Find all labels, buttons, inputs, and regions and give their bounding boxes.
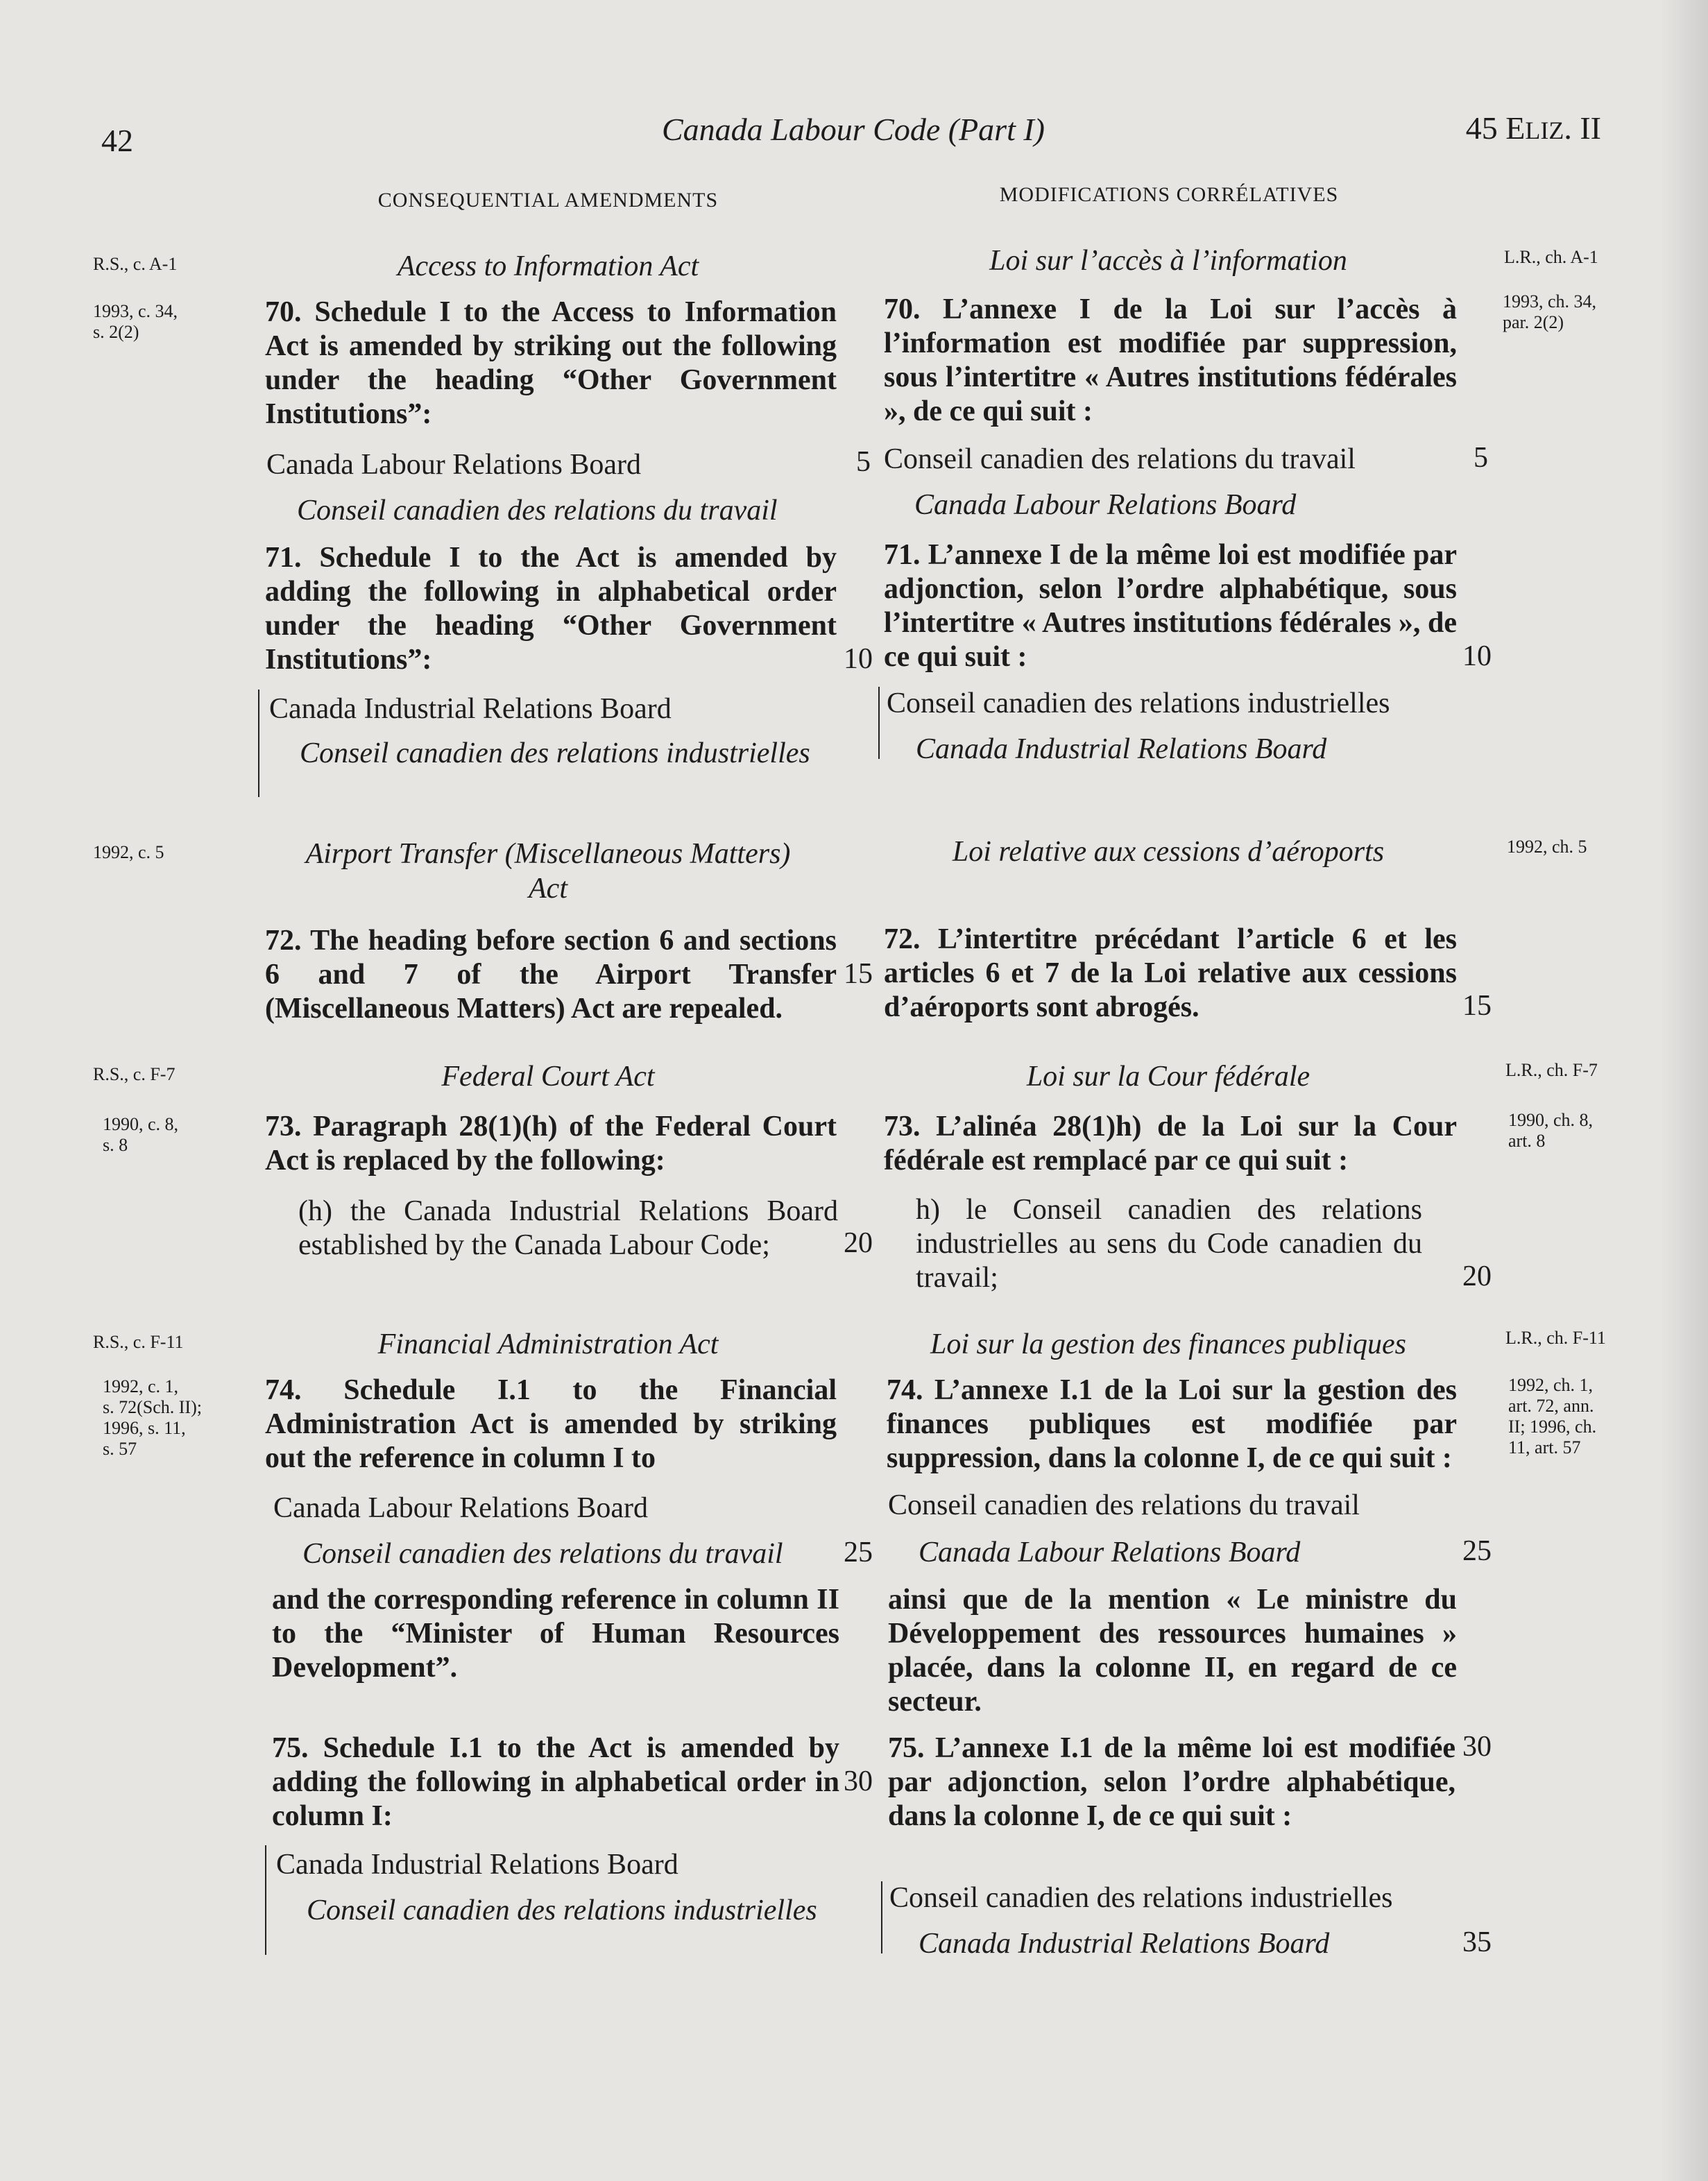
schedule-item-translation: Conseil canadien des relations industrielles <box>300 737 810 769</box>
section-text: 75. L’annexe I.1 de la même loi est modifiée par adjonction, selon l’ordre alphabétique, dans la colonne I, de ce qui suit : <box>888 1732 1455 1832</box>
section-text: 73. Paragraph 28(1)(h) of the Federal Court Act is replaced by the following: <box>265 1111 837 1177</box>
section-text: 72. L’intertitre précédant l’article 6 et les articles 6 et 7 de la Loi relative aux cessions d’aéroports sont abrogés. <box>884 923 1457 1023</box>
section-text: 74. Schedule I.1 to the Financial Administration Act is amended by striking out the reference in column I to <box>265 1374 837 1474</box>
margin-note: R.S., c. A-1 <box>93 254 178 274</box>
line-number: 30 <box>844 1765 873 1797</box>
section-text: 71. Schedule I to the Act is amended by adding the following in alphabetical order under the heading “Other Government Institutions”: <box>265 542 837 676</box>
french-heading: MODIFICATIONS CORRÉLATIVES <box>999 183 1339 206</box>
running-title: Canada Labour Code (Part I) <box>662 112 1045 147</box>
schedule-item: Conseil canadien des relations du travail <box>884 443 1356 475</box>
act-title: Loi sur la Cour fédérale <box>1026 1061 1310 1093</box>
act-title: Airport Transfer (Miscellaneous Matters) Act <box>305 838 791 905</box>
schedule-item-translation: Conseil canadien des relations industrielles <box>307 1895 817 1926</box>
insertion-bar <box>878 687 1455 765</box>
insertion-bar <box>881 1881 1458 1960</box>
section-text: 71. L’annexe I de la même loi est modifiée par adjonction, selon l’ordre alphabétique, sous l’intertitre « Autres institutions fédérales », de ce qui suit : <box>884 539 1457 673</box>
page-number: 42 <box>101 123 133 158</box>
act-title: Loi sur la gestion des finances publiques <box>930 1328 1406 1360</box>
english-heading: CONSEQUENTIAL AMENDMENTS <box>377 189 719 212</box>
act-title: Access to Information Act <box>397 250 699 282</box>
margin-note: 1992, ch. 1, art. 72, ann. II; 1996, ch. 11, art. 57 <box>1508 1375 1597 1457</box>
line-number: 10 <box>844 643 873 675</box>
margin-note: R.S., c. F-7 <box>93 1064 176 1084</box>
schedule-item-translation: Canada Labour Relations Board <box>914 489 1297 521</box>
line-number: 5 <box>856 446 871 478</box>
schedule-item-translation: Canada Labour Relations Board <box>919 1537 1301 1568</box>
margin-note: L.R., ch. F-11 <box>1505 1328 1606 1348</box>
paragraph-h: h) le Conseil canadien des relations industrielles au sens du Code canadien du travail; <box>916 1194 1422 1294</box>
line-number: 5 <box>1474 442 1488 474</box>
margin-note: 1993, ch. 34, par. 2(2) <box>1503 291 1597 332</box>
line-number: 25 <box>844 1537 873 1568</box>
section-text: 75. Schedule I.1 to the Act is amended by adding the following in alphabetical order in column I: <box>272 1732 839 1832</box>
insertion-bar <box>258 690 841 797</box>
margin-note: 1992, c. 1, s. 72(Sch. II); 1996, s. 11, s. 57 <box>103 1376 202 1459</box>
line-number: 15 <box>1462 990 1492 1022</box>
margin-note: R.S., c. F-11 <box>93 1332 184 1352</box>
line-number: 35 <box>1462 1926 1492 1958</box>
margin-note: L.R., ch. F-7 <box>1505 1060 1598 1080</box>
line-number: 20 <box>844 1227 873 1259</box>
section-text: ainsi que de la mention « Le ministre du Développement des ressources humaines » placée, dans la colonne II, en regard de ce secteur. <box>888 1584 1457 1718</box>
insertion-bar <box>265 1845 841 1955</box>
line-number: 10 <box>1462 640 1492 672</box>
section-text: 72. The heading before section 6 and sections 6 and 7 of the Airport Transfer (Miscellaneous Matters) Act are repealed. <box>265 925 837 1025</box>
section-text: 70. L’annexe I de la Loi sur l’accès à l’information est modifiée par suppression, sous l’intertitre « Autres institutions fédérales », de ce qui suit : <box>884 293 1457 427</box>
line-number: 25 <box>1462 1535 1492 1567</box>
schedule-item: Conseil canadien des relations industrielles <box>887 687 1390 719</box>
schedule-item: Canada Labour Relations Board <box>266 449 642 481</box>
margin-note: 1993, c. 34, s. 2(2) <box>93 301 178 342</box>
section-text: 74. L’annexe I.1 de la Loi sur la gestion des finances publiques est modifiée par suppression, dans la colonne I, de ce qui suit : <box>887 1374 1457 1474</box>
margin-note: 1990, c. 8, s. 8 <box>103 1114 179 1155</box>
act-title: Loi relative aux cessions d’aéroports <box>952 836 1385 868</box>
schedule-item: Conseil canadien des relations industrielles <box>889 1882 1393 1914</box>
schedule-item: Canada Industrial Relations Board <box>269 693 672 725</box>
line-number: 15 <box>844 958 873 990</box>
line-number: 20 <box>1462 1260 1492 1292</box>
margin-note: 1992, ch. 5 <box>1507 837 1587 857</box>
page-edge-shadow <box>1659 0 1708 2181</box>
schedule-item: Canada Industrial Relations Board <box>276 1849 678 1881</box>
act-title: Federal Court Act <box>441 1061 655 1093</box>
paragraph-h: (h) the Canada Industrial Relations Board established by the Canada Labour Code; <box>298 1195 838 1261</box>
act-title: Financial Administration Act <box>377 1328 719 1360</box>
schedule-item-translation: Canada Industrial Relations Board <box>916 733 1327 765</box>
margin-note: L.R., ch. A-1 <box>1504 247 1598 267</box>
regnal-year: 45 ELIZ. II <box>1465 110 1601 146</box>
section-text: 70. Schedule I to the Access to Information Act is amended by striking out the following under the heading “Other Government Institutions”: <box>265 296 837 430</box>
line-number: 30 <box>1462 1731 1492 1763</box>
section-text: and the corresponding reference in column II to the “Minister of Human Resources Development”. <box>272 1584 839 1684</box>
schedule-item: Canada Labour Relations Board <box>273 1492 649 1524</box>
schedule-item-translation: Canada Industrial Relations Board <box>919 1928 1330 1960</box>
schedule-item: Conseil canadien des relations du travail <box>888 1489 1360 1521</box>
schedule-item-translation: Conseil canadien des relations du travail <box>297 495 778 527</box>
section-text: 73. L’alinéa 28(1)h) de la Loi sur la Cour fédérale est remplacé par ce qui suit : <box>884 1111 1457 1177</box>
act-title: Loi sur l’accès à l’information <box>989 245 1347 277</box>
schedule-item-translation: Conseil canadien des relations du travail <box>302 1538 783 1570</box>
margin-note: 1992, c. 5 <box>93 842 164 862</box>
margin-note: 1990, ch. 8, art. 8 <box>1508 1110 1594 1151</box>
